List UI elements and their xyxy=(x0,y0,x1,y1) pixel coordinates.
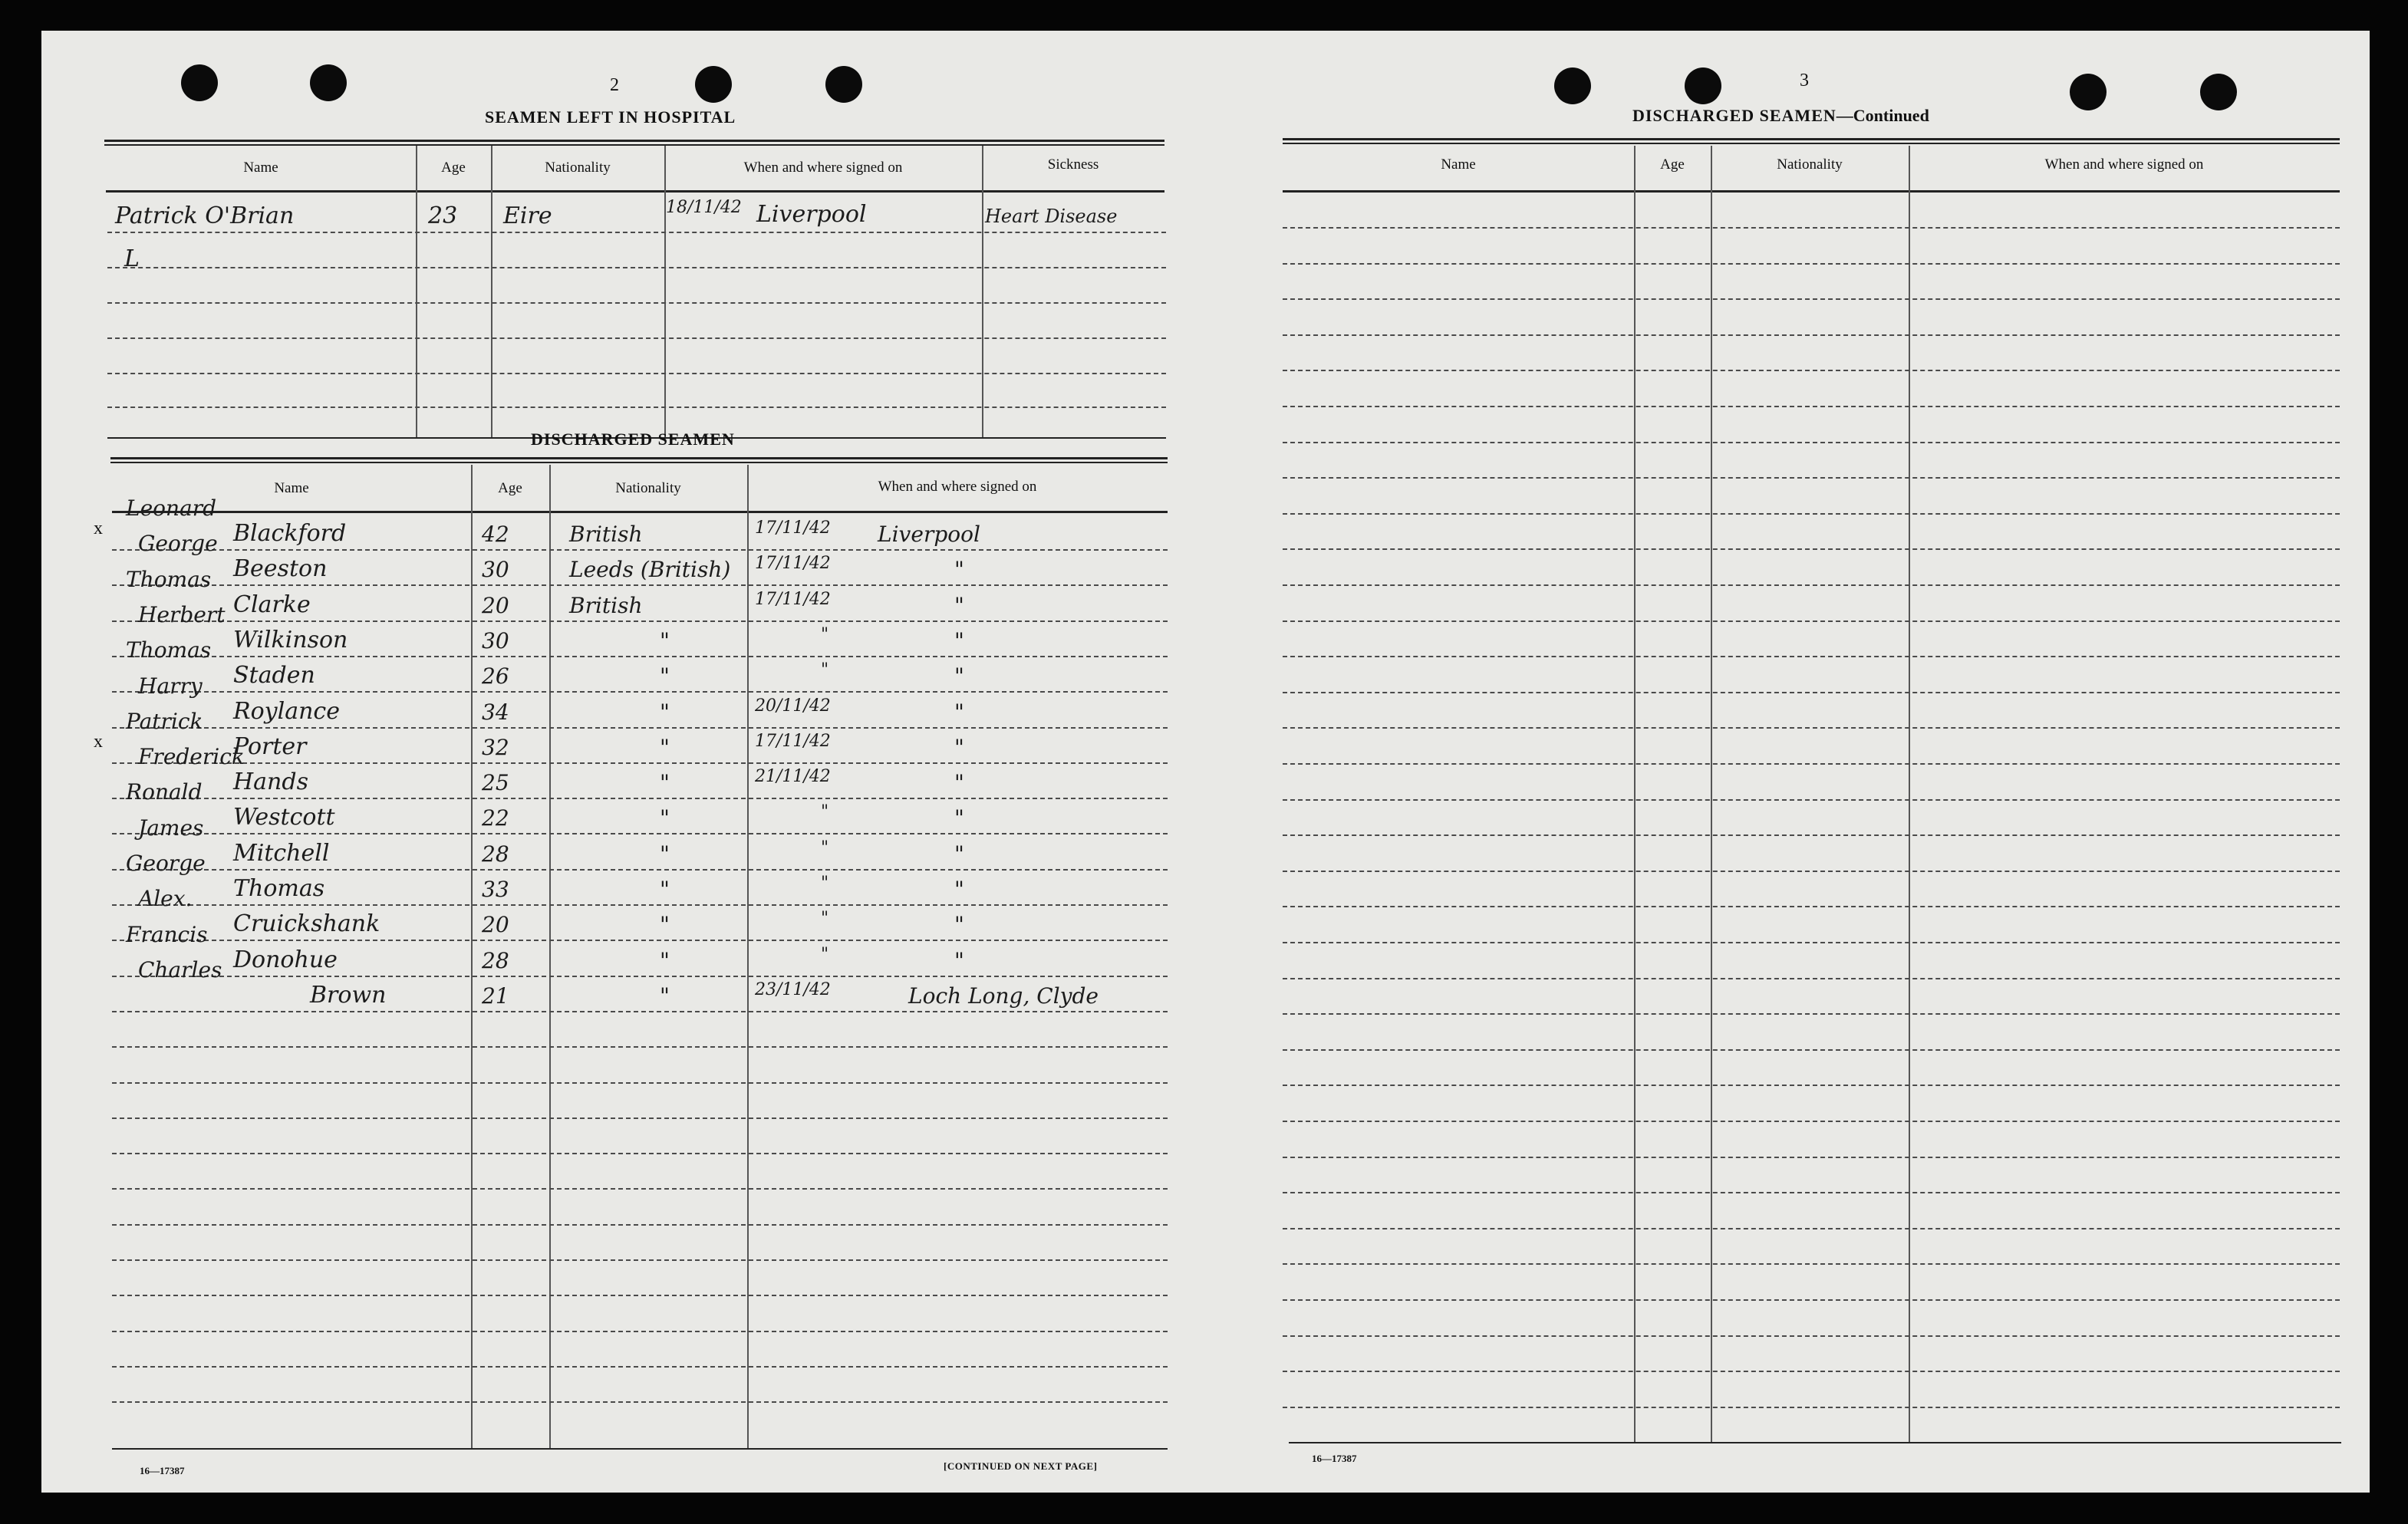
discharged-row-rule xyxy=(112,762,1168,764)
tick-mark: x xyxy=(94,731,103,752)
ledger-sheet xyxy=(41,31,2370,1493)
form-number-left: 16—17387 xyxy=(140,1465,185,1476)
hospital-place: Liverpool xyxy=(756,201,867,228)
discharged-row-rule xyxy=(112,656,1168,657)
discharged-table-top-rule xyxy=(110,457,1168,459)
seaman-nationality: " xyxy=(660,770,670,796)
seaman-age: 22 xyxy=(482,805,509,831)
right-row-rule xyxy=(1283,1085,2340,1086)
seaman-signed-on-place: " xyxy=(954,699,964,725)
discharged-row-rule xyxy=(112,976,1168,977)
hospital-header-nationality: Nationality xyxy=(545,160,611,176)
seaman-first-name: Thomas xyxy=(126,637,212,663)
discharged-row-rule xyxy=(112,904,1168,906)
hospital-col-divider xyxy=(416,146,417,437)
seaman-signed-on-place: " xyxy=(954,734,964,760)
right-row-rule xyxy=(1283,406,2340,407)
seaman-nationality: " xyxy=(660,947,670,973)
discharged-row-rule xyxy=(112,1117,1168,1119)
seaman-signed-on-place: " xyxy=(954,663,964,690)
discharged-row-rule xyxy=(112,1401,1168,1403)
hospital-name: Patrick O'Brian xyxy=(115,202,295,229)
right-row-rule xyxy=(1283,1121,2340,1122)
seaman-signed-on-date: 17/11/42 xyxy=(755,518,831,538)
seaman-signed-on-date: 20/11/42 xyxy=(755,696,831,716)
seaman-last-name: Roylance xyxy=(233,697,340,725)
seaman-signed-on-place: " xyxy=(954,805,964,831)
discharged-row-rule xyxy=(112,1224,1168,1226)
right-row-rule xyxy=(1283,1157,2340,1158)
hospital-name-note: L xyxy=(124,245,140,272)
seaman-age: 42 xyxy=(482,522,509,547)
right-row-rule xyxy=(1283,871,2340,872)
discharged-section-title: DISCHARGED SEAMEN xyxy=(531,430,735,449)
right-col-divider xyxy=(1634,146,1636,1442)
hospital-sickness: Heart Disease xyxy=(985,206,1118,227)
seaman-last-name: Hands xyxy=(233,769,308,796)
seaman-age: 32 xyxy=(482,734,509,760)
seaman-first-name: Francis xyxy=(126,921,208,947)
seaman-last-name: Brown xyxy=(310,981,387,1009)
right-title-suffix: —Continued xyxy=(1836,106,1929,125)
discharged-row-rule xyxy=(112,833,1168,834)
right-row-rule xyxy=(1283,548,2340,550)
hospital-row-rule xyxy=(107,373,1166,374)
seaman-signed-on-place: Liverpool xyxy=(878,522,980,547)
seaman-signed-on-date: " xyxy=(821,874,829,893)
hospital-col-divider xyxy=(664,146,666,437)
discharged-col-divider xyxy=(747,465,749,1448)
seaman-last-name: Beeston xyxy=(233,555,328,583)
hospital-table-top-rule-2 xyxy=(104,144,1164,146)
seaman-signed-on-place: " xyxy=(954,912,964,938)
tick-mark: x xyxy=(94,518,103,538)
seaman-first-name: Frederick xyxy=(138,744,245,770)
discharged-row-rule xyxy=(112,1188,1168,1190)
discharged-row-rule xyxy=(112,1046,1168,1048)
hospital-nationality: Eire xyxy=(503,202,552,229)
right-row-rule xyxy=(1283,1335,2340,1337)
seaman-age: 30 xyxy=(482,557,509,583)
seaman-age: 33 xyxy=(482,877,509,902)
seaman-nationality: " xyxy=(660,912,670,938)
hospital-header-rule xyxy=(106,190,1164,193)
discharged-table-top-rule-2 xyxy=(110,462,1168,463)
hospital-row-rule xyxy=(107,232,1166,233)
discharged-row-rule xyxy=(112,549,1168,551)
seaman-first-name: Charles xyxy=(138,956,222,983)
seaman-signed-on-date: 17/11/42 xyxy=(755,589,831,609)
discharged-row-rule xyxy=(112,1331,1168,1332)
right-row-rule xyxy=(1283,1049,2340,1051)
hospital-header-signed-on: When and where signed on xyxy=(743,160,903,176)
continued-note: [CONTINUED ON NEXT PAGE] xyxy=(944,1460,1098,1472)
seaman-last-name: Donohue xyxy=(233,946,338,973)
hospital-header-age: Age xyxy=(441,160,466,176)
hospital-row-rule xyxy=(107,407,1166,408)
discharged-row-rule xyxy=(112,940,1168,941)
seaman-age: 28 xyxy=(482,947,509,973)
right-row-rule xyxy=(1283,978,2340,979)
punch-hole xyxy=(695,66,732,103)
right-row-rule xyxy=(1283,1013,2340,1015)
right-row-rule xyxy=(1283,834,2340,836)
seaman-nationality: " xyxy=(660,983,670,1009)
discharged-row-rule xyxy=(112,1011,1168,1012)
discharged-row-rule xyxy=(112,620,1168,622)
right-row-rule xyxy=(1283,477,2340,479)
discharged-row-rule xyxy=(112,1366,1168,1368)
seaman-age: 25 xyxy=(482,770,509,796)
hospital-row-rule xyxy=(107,267,1166,268)
seaman-nationality: " xyxy=(660,627,670,653)
hospital-header-sickness: Sickness xyxy=(1047,156,1099,173)
punch-hole xyxy=(1685,67,1721,104)
seaman-nationality: British xyxy=(569,592,643,618)
seaman-signed-on-place: " xyxy=(954,592,964,618)
seaman-first-name: James xyxy=(138,815,204,841)
seaman-signed-on-date: 21/11/42 xyxy=(755,767,831,787)
seaman-nationality: " xyxy=(660,805,670,831)
right-row-rule xyxy=(1283,656,2340,657)
right-row-rule xyxy=(1283,620,2340,622)
seaman-first-name: George xyxy=(138,531,218,557)
hospital-row-rule xyxy=(107,337,1166,339)
right-row-rule xyxy=(1283,442,2340,443)
seaman-signed-on-date: " xyxy=(821,624,829,644)
right-row-rule xyxy=(1283,1299,2340,1301)
seaman-signed-on-place: Loch Long, Clyde xyxy=(908,983,1099,1009)
right-col-divider xyxy=(1909,146,1910,1442)
seaman-first-name: George xyxy=(126,851,206,876)
seaman-signed-on-place: " xyxy=(954,770,964,796)
discharged-row-rule xyxy=(112,1153,1168,1154)
seaman-age: 34 xyxy=(482,699,509,725)
discharged-row-rule xyxy=(112,798,1168,799)
seaman-signed-on-date: " xyxy=(821,802,829,822)
discharged-col-divider xyxy=(549,465,551,1448)
punch-hole xyxy=(2200,74,2237,110)
discharged-row-rule xyxy=(112,584,1168,586)
right-header-signed-on: When and where signed on xyxy=(2044,156,2204,173)
right-row-rule xyxy=(1283,692,2340,693)
seaman-signed-on-date: " xyxy=(821,944,829,964)
seaman-age: 30 xyxy=(482,627,509,653)
right-row-rule xyxy=(1283,906,2340,907)
discharged-row-rule xyxy=(112,1082,1168,1084)
seaman-signed-on-place: " xyxy=(954,877,964,902)
seaman-signed-on-date: " xyxy=(821,909,829,929)
seaman-signed-on-date: " xyxy=(821,838,829,857)
hospital-section-title: SEAMEN LEFT IN HOSPITAL xyxy=(485,107,736,127)
seaman-nationality: " xyxy=(660,734,670,760)
punch-hole xyxy=(310,64,347,101)
punch-hole xyxy=(2070,74,2107,110)
right-row-rule xyxy=(1283,1228,2340,1229)
seaman-first-name: Patrick xyxy=(126,708,203,734)
punch-hole xyxy=(1554,67,1591,104)
seaman-last-name: Mitchell xyxy=(233,839,330,867)
right-row-rule xyxy=(1283,263,2340,265)
hospital-age: 23 xyxy=(428,202,458,229)
hospital-col-divider xyxy=(491,146,492,437)
seaman-last-name: Westcott xyxy=(233,804,335,831)
right-row-rule xyxy=(1283,334,2340,336)
hospital-date: 18/11/42 xyxy=(666,198,742,217)
seaman-nationality: " xyxy=(660,663,670,690)
discharged-header-nationality: Nationality xyxy=(615,480,681,496)
hospital-row-rule xyxy=(107,302,1166,304)
seaman-last-name: Cruickshank xyxy=(233,910,380,938)
right-row-rule xyxy=(1283,1192,2340,1193)
seaman-first-name: Ronald xyxy=(126,779,203,805)
right-row-rule xyxy=(1283,370,2340,371)
right-table-top-rule xyxy=(1283,138,2340,140)
seaman-age: 28 xyxy=(482,841,509,867)
punch-hole xyxy=(181,64,218,101)
right-table-bottom-rule xyxy=(1289,1442,2341,1443)
seaman-last-name: Thomas xyxy=(233,875,325,902)
form-number-right: 16—17387 xyxy=(1312,1453,1357,1464)
right-row-rule xyxy=(1283,227,2340,229)
right-header-name: Name xyxy=(1441,156,1476,173)
right-row-rule xyxy=(1283,513,2340,515)
seaman-first-name: Harry xyxy=(138,673,203,699)
right-row-rule xyxy=(1283,584,2340,586)
right-row-rule xyxy=(1283,799,2340,801)
discharged-col-divider xyxy=(471,465,473,1448)
right-section-title xyxy=(1632,106,1929,126)
hospital-table-top-rule xyxy=(104,140,1164,142)
discharged-table-bottom-rule xyxy=(112,1448,1168,1450)
right-table-top-rule-2 xyxy=(1283,143,2340,144)
seaman-signed-on-place: " xyxy=(954,841,964,867)
seaman-nationality: " xyxy=(660,841,670,867)
discharged-header-age: Age xyxy=(498,480,522,496)
seaman-age: 21 xyxy=(482,983,509,1009)
right-row-rule xyxy=(1283,727,2340,729)
seaman-signed-on-date: 23/11/42 xyxy=(755,979,831,999)
right-row-rule xyxy=(1283,1263,2340,1265)
seaman-signed-on-date: " xyxy=(821,660,829,680)
right-row-rule xyxy=(1283,1407,2340,1408)
seaman-nationality: " xyxy=(660,877,670,902)
seaman-last-name: Blackford xyxy=(233,520,347,547)
seaman-first-name: Alex. xyxy=(138,886,193,912)
seaman-signed-on-date: 17/11/42 xyxy=(755,554,831,574)
seaman-nationality: Leeds (British) xyxy=(569,557,731,583)
seaman-age: 20 xyxy=(482,592,509,618)
seaman-first-name: Herbert xyxy=(138,601,226,627)
seaman-signed-on-place: " xyxy=(954,557,964,583)
discharged-row-rule xyxy=(112,1295,1168,1296)
right-row-rule xyxy=(1283,298,2340,300)
right-row-rule xyxy=(1283,763,2340,765)
seaman-signed-on-place: " xyxy=(954,627,964,653)
page-number-left: 2 xyxy=(610,75,619,95)
discharged-row-rule xyxy=(112,691,1168,693)
seaman-signed-on-date: 17/11/42 xyxy=(755,731,831,751)
seaman-age: 20 xyxy=(482,912,509,938)
right-header-nationality: Nationality xyxy=(1777,156,1843,173)
seaman-last-name: Staden xyxy=(233,662,315,690)
seaman-first-name: Leonard xyxy=(126,495,217,521)
hospital-header-name: Name xyxy=(243,160,278,176)
discharged-header-signed-on: When and where signed on xyxy=(878,479,1037,495)
page-number-right: 3 xyxy=(1800,71,1809,91)
seaman-last-name: Clarke xyxy=(233,591,311,618)
seaman-nationality: British xyxy=(569,522,643,547)
right-col-divider xyxy=(1711,146,1712,1442)
right-row-rule xyxy=(1283,1371,2340,1372)
seaman-age: 26 xyxy=(482,663,509,690)
seaman-nationality: " xyxy=(660,699,670,725)
right-header-rule xyxy=(1283,190,2340,193)
discharged-row-rule xyxy=(112,727,1168,729)
hospital-col-divider xyxy=(982,146,983,437)
seaman-last-name: Porter xyxy=(233,732,307,760)
discharged-header-name: Name xyxy=(274,480,309,496)
right-row-rule xyxy=(1283,942,2340,943)
right-header-age: Age xyxy=(1660,156,1685,173)
discharged-header-rule xyxy=(112,511,1168,513)
right-title-main: DISCHARGED SEAMEN xyxy=(1632,106,1836,125)
seaman-signed-on-place: " xyxy=(954,947,964,973)
punch-hole xyxy=(825,66,862,103)
seaman-last-name: Wilkinson xyxy=(233,626,348,653)
seaman-first-name: Thomas xyxy=(126,566,212,592)
discharged-row-rule xyxy=(112,1259,1168,1261)
discharged-row-rule xyxy=(112,869,1168,871)
